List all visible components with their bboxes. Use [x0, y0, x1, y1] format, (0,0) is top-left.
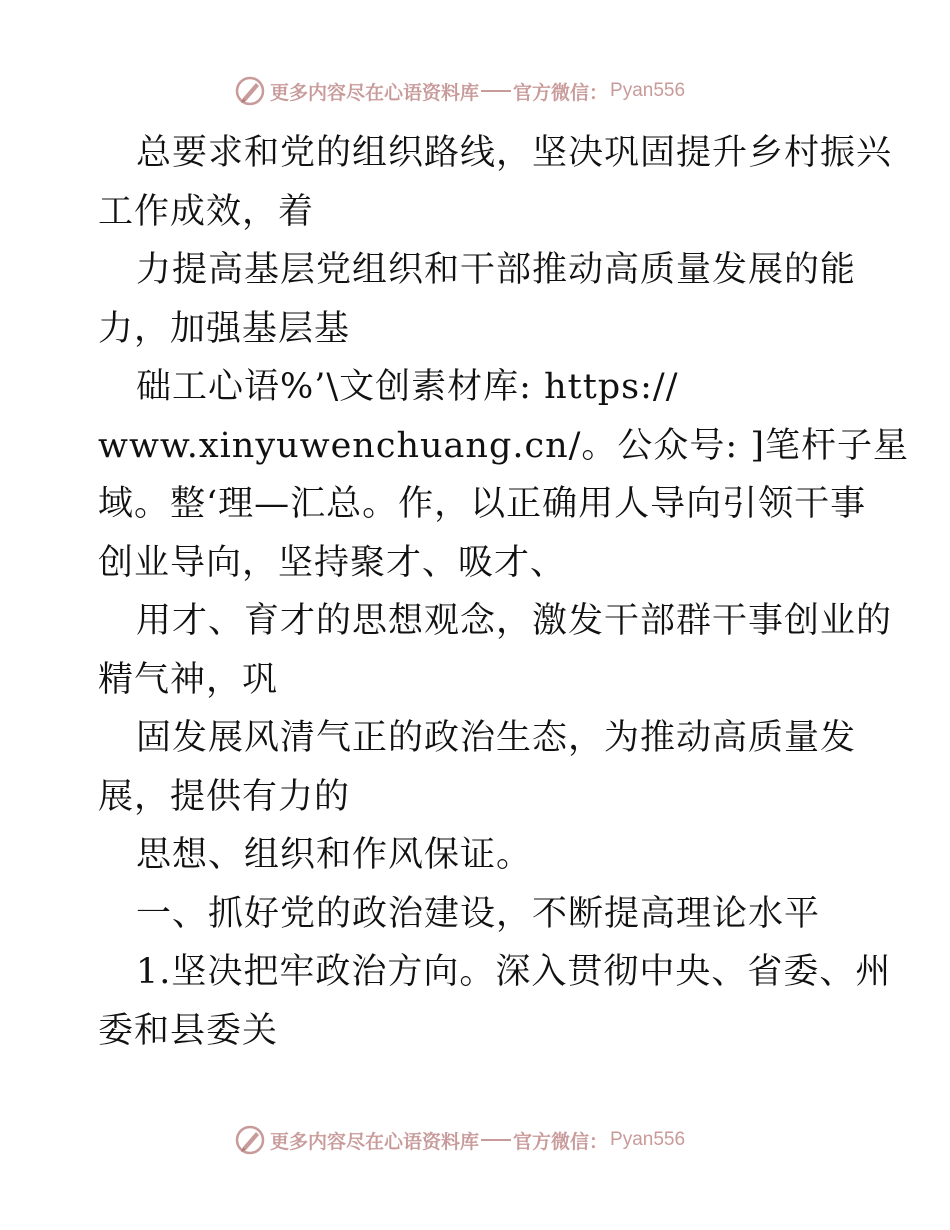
text-line: 工作成效，着 [98, 191, 315, 232]
pen-logo-icon [234, 75, 266, 107]
watermark-id: Pyan556 [610, 1129, 686, 1150]
text-line: www.xinyuwenchuang.cn/。公众号: ]笔杆子星 [98, 425, 909, 466]
text-line: 用才、育才的思想观念，激发干部群干事创业的 [136, 601, 893, 641]
text-line: 创业导向，坚持聚才、吸才、 [98, 542, 567, 583]
text-line: 思想、组织和作风保证。 [136, 835, 533, 875]
watermark-dash [481, 1139, 511, 1141]
watermark-id: Pyan556 [610, 80, 686, 101]
text-line: 力，加强基层基 [98, 308, 351, 349]
section-heading: 一、抓好党的政治建设，不断提高理论水平 [136, 893, 821, 934]
footer-watermark [234, 1123, 685, 1157]
watermark-title: 更多内容尽在心语资料库 [270, 81, 480, 104]
text-line: 委和县委关 [98, 1010, 279, 1051]
text-line: 域。整‘理—汇总。作，以正确用人导向引领干事 [98, 484, 867, 524]
text-line: 固发展风清气正的政治生态，为推动高质量发 [136, 718, 857, 758]
pen-logo-icon [234, 1124, 266, 1156]
watermark-label: 官方微信： [513, 1130, 609, 1153]
watermark-title: 更多内容尽在心语资料库 [270, 1130, 480, 1153]
text-line: 力提高基层党组织和干部推动高质量发展的能 [136, 250, 857, 290]
watermark-label: 官方微信： [513, 81, 609, 104]
header-watermark [234, 74, 685, 108]
text-line: 础工心语%’\文创素材库: https:// [136, 367, 679, 407]
document-body [98, 124, 909, 1060]
text-line: 展，提供有力的 [98, 776, 351, 817]
text-line: 精气神，巩 [98, 659, 279, 700]
text-line: 1.坚决把牢政治方向。深入贯彻中央、省委、州 [136, 952, 892, 992]
watermark-dash [481, 90, 511, 92]
text-line: 总要求和党的组织路线，坚决巩固提升乡村振兴 [136, 133, 893, 173]
